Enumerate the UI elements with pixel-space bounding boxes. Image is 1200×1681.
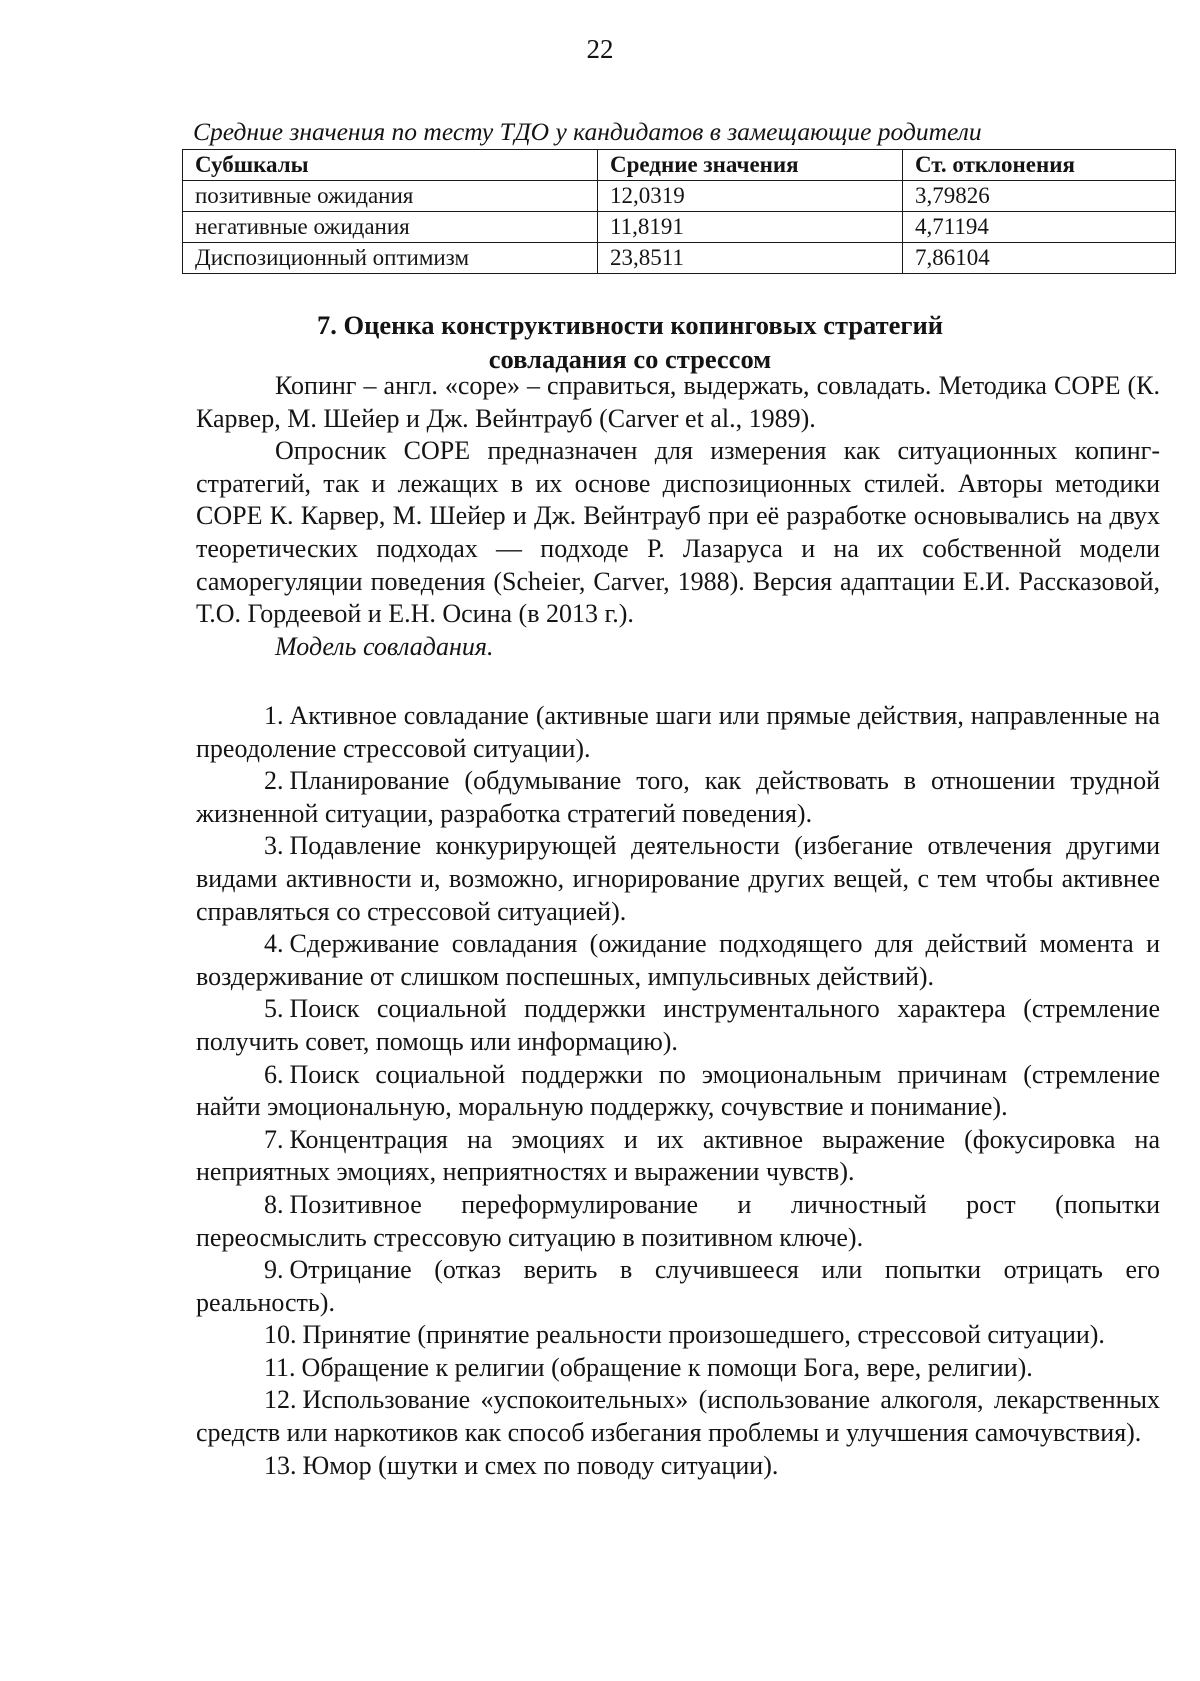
list-item bbox=[196, 1319, 1160, 1352]
list-item-text: Обращение к религии (обращение к помощи Бога, вере, религии). bbox=[301, 1352, 1033, 1382]
list-item bbox=[196, 1352, 1160, 1385]
list-item-text: Поиск социальной поддержки инструментального характера (стремление получить совет, помощь или информацию). bbox=[196, 994, 1160, 1056]
list-item-number: 3. bbox=[264, 831, 284, 861]
table-header-cell: Субшкалы bbox=[183, 150, 598, 181]
list-item-text: Планирование (обдумывание того, как действовать в отношении трудной жизненной ситуации, разработка стратегий поведения). bbox=[196, 766, 1160, 828]
table-row bbox=[183, 181, 1176, 212]
list-item bbox=[196, 700, 1160, 765]
list-item-text: Концентрация на эмоциях и их активное выражение (фокусировка на неприятных эмоциях, неприятностях и выражении чувств). bbox=[196, 1124, 1160, 1187]
list-item-text: Использование «успокоительных» (использование алкоголя, лекарственных средств или наркотиков как способ избегания проблемы и улучшения самочувствия). bbox=[196, 1385, 1160, 1448]
section-title-line-1: 7. Оценка конструктивности копинговых стратегий bbox=[317, 310, 943, 340]
list-item-number: 8. bbox=[264, 1189, 284, 1219]
coping-strategy-list bbox=[196, 700, 1160, 1482]
list-item-text: Поиск социальной поддержки по эмоциональным причинам (стремление найти эмоциональную, моральную поддержку, сочувствие и понимание). bbox=[196, 1059, 1160, 1122]
table-row bbox=[183, 243, 1176, 274]
list-item-number: 9. bbox=[264, 1255, 284, 1285]
table-caption: Средние значения по тесту ТДО у кандидатов в замещающие родители bbox=[193, 117, 982, 146]
list-item bbox=[196, 993, 1160, 1058]
table-cell: 23,8511 bbox=[598, 243, 903, 274]
table-row bbox=[183, 212, 1176, 243]
list-item-text: Отрицание (отказ верить в случившееся или попытки отрицать его реальность). bbox=[196, 1255, 1160, 1317]
list-item-number: 13. bbox=[264, 1450, 297, 1480]
list-item-number: 11. bbox=[264, 1352, 296, 1382]
list-item-text: Активное совладание (активные шаги или прямые действия, направленные на преодоление стрессовой ситуации). bbox=[196, 701, 1160, 763]
paragraph-description: Опросник COPE предназначен для измерения как ситуационных копинг-стратегий, так и лежащих в их основе диспозиционных стилей. Авторы методики COPE К. Карвер, М. Шейер и Дж. Вейнтрауб при её разработке основывались на двух теоретических подходах — подходе Р. Лазаруса и на их собственной модели саморегуляции поведения (Scheier, Carver, 1988). Версия адаптации Е.И. Рассказовой, Т.О. Гордеевой и Е.Н. Осина (в 2013 г.). bbox=[196, 436, 1160, 629]
list-item bbox=[196, 1189, 1160, 1254]
table-cell: 11,8191 bbox=[598, 212, 903, 243]
list-item bbox=[196, 928, 1160, 993]
list-item bbox=[196, 1254, 1160, 1319]
table-cell: 3,79826 bbox=[903, 181, 1176, 212]
table-cell: негативные ожидания bbox=[183, 212, 598, 243]
model-heading: Модель совладания. bbox=[275, 631, 494, 661]
list-item bbox=[196, 830, 1160, 928]
page-number: 22 bbox=[586, 34, 614, 64]
table-cell: 7,86104 bbox=[903, 243, 1176, 274]
table-cell: Диспозиционный оптимизм bbox=[183, 243, 598, 274]
list-item-number: 12. bbox=[264, 1385, 297, 1415]
results-table bbox=[182, 149, 1176, 274]
list-item bbox=[196, 1450, 1160, 1483]
list-item-text: Подавление конкурирующей деятельности (избегание отвлечения другими видами активности и, возможно, игнорирование других вещей, с тем чтобы активнее справляться со стрессовой ситуацией). bbox=[196, 831, 1160, 926]
section-title bbox=[0, 308, 1200, 376]
list-item-text: Юмор (шутки и смех по поводу ситуации). bbox=[302, 1450, 779, 1480]
list-item-number: 6. bbox=[264, 1059, 284, 1089]
list-item bbox=[196, 1384, 1160, 1449]
list-item-number: 1. bbox=[264, 701, 284, 730]
list-item-number: 7. bbox=[264, 1124, 284, 1154]
section-body bbox=[196, 370, 1160, 663]
list-item bbox=[196, 1059, 1160, 1124]
list-item-text: Сдерживание совладания (ожидание подходящего для действий момента и воздерживание от слишком поспешных, импульсивных действий). bbox=[196, 929, 1160, 991]
section-title-line-2: совладания со стрессом bbox=[488, 344, 772, 374]
list-item-number: 10. bbox=[264, 1320, 297, 1350]
list-item-number: 4. bbox=[264, 929, 284, 959]
table-header-cell: Ст. отклонения bbox=[903, 150, 1176, 181]
list-item-text: Принятие (принятие реальности произошедшего, стрессовой ситуации). bbox=[302, 1320, 1105, 1350]
table-cell: 4,71194 bbox=[903, 212, 1176, 243]
list-item bbox=[196, 765, 1160, 830]
list-item bbox=[196, 1124, 1160, 1189]
table-header-row bbox=[183, 150, 1176, 181]
list-item-number: 2. bbox=[264, 766, 284, 796]
paragraph-definition: Копинг – англ. «cope» – справиться, выдержать, совладать. Методика COPE (К. Карвер, М. Шейер и Дж. Вейнтрауб (Carver et al., 1989). bbox=[196, 371, 1160, 433]
table-cell: позитивные ожидания bbox=[183, 181, 598, 212]
table-header-cell: Средние значения bbox=[598, 150, 903, 181]
list-item-text: Позитивное переформулирование и личностный рост (попытки переосмыслить стрессовую ситуацию в позитивном ключе). bbox=[196, 1189, 1160, 1252]
table-cell: 12,0319 bbox=[598, 181, 903, 212]
list-item-number: 5. bbox=[264, 994, 284, 1024]
